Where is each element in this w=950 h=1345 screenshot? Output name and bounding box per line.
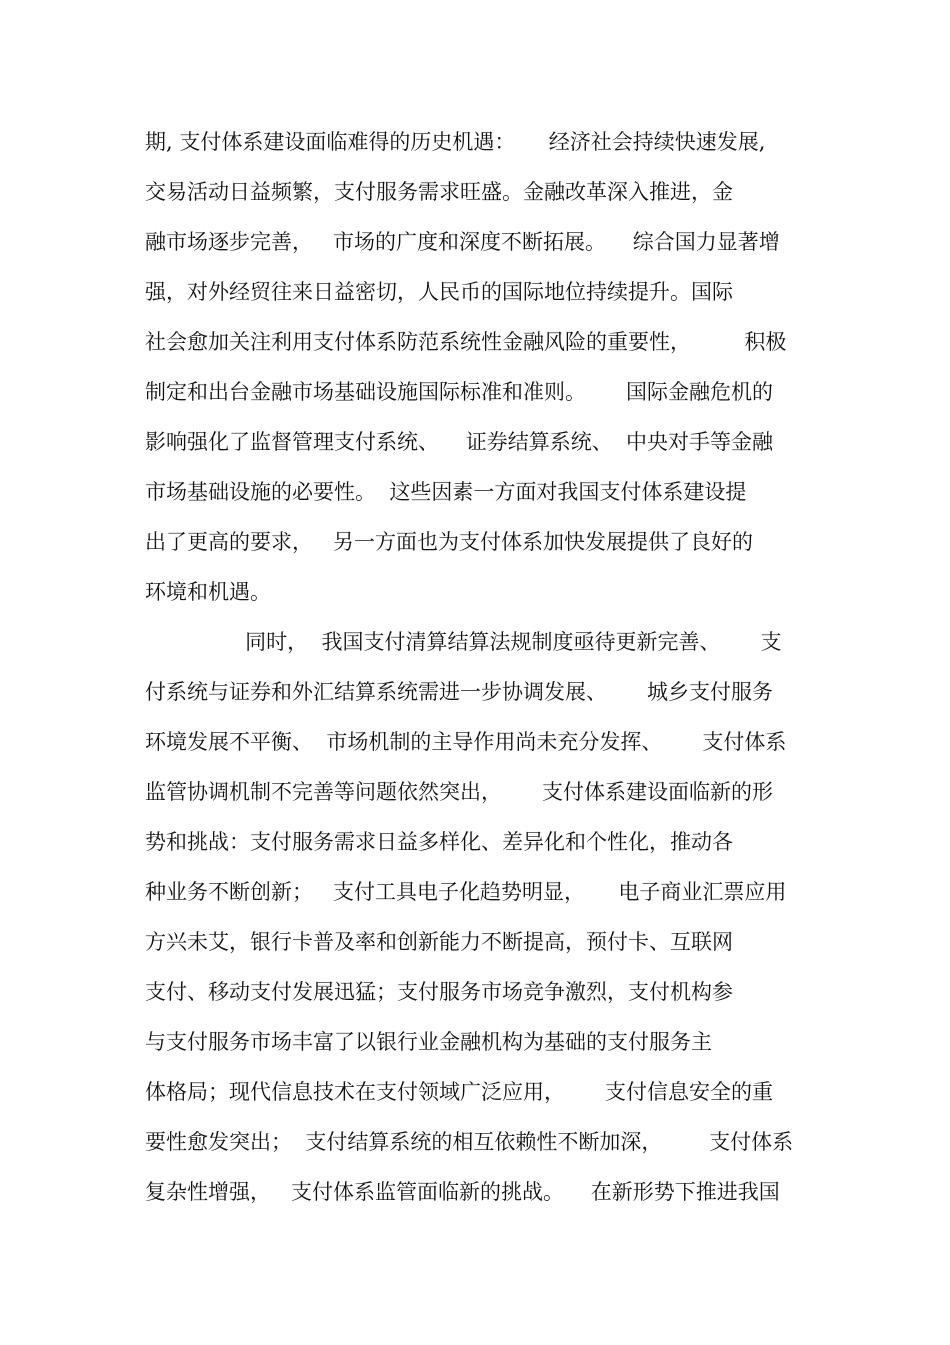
text-line: 期, 支付体系建设面临难得的历史机遇： 经济社会持续快速发展, [145, 130, 766, 154]
text-line: 市场基础设施的必要性。 这些因素一方面对我国支付体系建设提 [145, 480, 747, 504]
text-line: 与支付服务市场丰富了以银行业金融机构为基础的支付服务主 [145, 1030, 712, 1054]
text-line: 环境和机遇。 [145, 580, 271, 604]
text-line: 复杂性增强， 支付体系监管面临新的挑战。 在新形势下推进我国 [145, 1180, 780, 1204]
text-line: 制定和出台金融市场基础设施国际标准和准则。 国际金融危机的 [145, 380, 774, 404]
text-line: 融市场逐步完善， 市场的广度和深度不断拓展。 综合国力显著增 [145, 230, 780, 254]
text-line: 方兴未艾，银行卡普及率和创新能力不断提高，预付卡、互联网 [145, 930, 733, 954]
text-line: 体格局；现代信息技术在支付领域广泛应用， 支付信息安全的重 [145, 1080, 774, 1104]
text-line: 种业务不断创新； 支付工具电子化趋势明显， 电子商业汇票应用 [145, 880, 787, 904]
text-line: 付系统与证券和外汇结算系统需进一步协调发展、 城乡支付服务 [145, 680, 774, 704]
text-line: 强，对外经贸往来日益密切，人民币的国际地位持续提升。国际 [145, 280, 733, 304]
text-line: 势和挑战：支付服务需求日益多样化、差异化和个性化，推动各 [145, 830, 733, 854]
text-line: 监管协调机制不完善等问题依然突出， 支付体系建设面临新的形 [145, 780, 774, 804]
text-line: 要性愈发突出； 支付结算系统的相互依赖性不断加深， 支付体系 [145, 1130, 794, 1154]
text-line: 支付、移动支付发展迅猛；支付服务市场竞争激烈，支付机构参 [145, 980, 733, 1004]
text-line: 社会愈加关注利用支付体系防范系统性金融风险的重要性， 积极 [145, 330, 787, 354]
text-line: 同时， 我国支付清算结算法规制度亟待更新完善、 支 [145, 630, 782, 654]
text-line: 交易活动日益频繁，支付服务需求旺盛。金融改革深入推进，金 [145, 180, 733, 204]
text-line: 影响强化了监督管理支付系统、 证券结算系统、 中央对手等金融 [145, 430, 774, 454]
text-line: 环境发展不平衡、 市场机制的主导作用尚未充分发挥、 支付体系 [145, 730, 787, 754]
text-line: 出了更高的要求， 另一方面也为支付体系加快发展提供了良好的 [145, 530, 754, 554]
